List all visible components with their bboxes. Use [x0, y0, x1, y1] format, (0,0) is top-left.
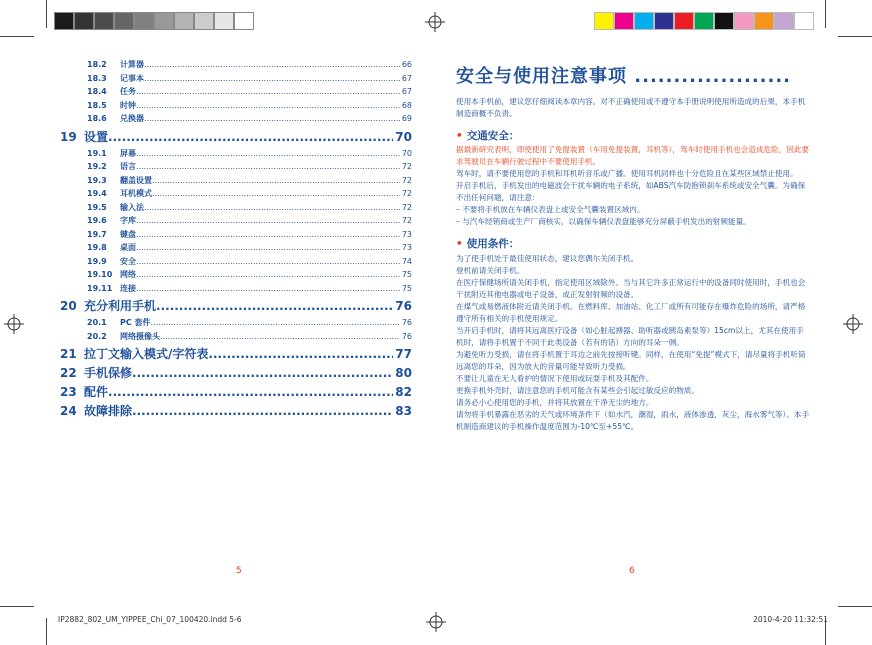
gray-swatch: [134, 12, 154, 30]
toc-leader: [136, 214, 400, 228]
toc-leader: [160, 330, 400, 344]
traffic-list-item: – 不要将手机放在车辆仪表盘上或安全气囊装置区域内。: [456, 205, 645, 214]
toc-label: 手机保修: [84, 366, 133, 380]
toc-subsection[interactable]: [60, 316, 412, 330]
toc-label: 网络摄像头: [120, 331, 160, 341]
color-swatch: [614, 12, 634, 30]
traffic-warning-text: 据最新研究表明，即使使用了免提装置（车用免提装置，耳机等），驾车时使用手机也会造成危险，因此要求驾驶员在车辆行驶过程中不要使用手机。: [456, 145, 810, 166]
toc-number: 23: [60, 385, 77, 399]
color-calibration-bar: [594, 12, 814, 30]
toc-leader: [144, 58, 400, 72]
toc-subsection[interactable]: [60, 241, 412, 255]
toc-label: 配件: [84, 385, 109, 399]
toc-label: 时钟: [120, 100, 136, 110]
toc-number: 20.1: [87, 318, 107, 327]
toc-number: 18.3: [87, 73, 107, 83]
usage-paragraph: 不要让儿童在无人看护的情况下使用或玩耍手机及其配件。: [456, 374, 654, 383]
toc-page: 69: [401, 114, 412, 123]
toc-leader: [108, 383, 393, 402]
gray-swatch: [74, 12, 94, 30]
intro-text: 使用本手机前，建议您仔细阅读本章内容。对不正确使用或不遵守本手册说明使用所造成的后果，本手机制造商概不负责。: [456, 97, 806, 118]
toc-page: 75: [401, 270, 412, 279]
usage-paragraph: 在医疗保健场所请关闭手机，指定使用区域除外。当与其它许多正常运行中的设备同时使用时，手机也会干扰附近其他电器或电子设备，或正发射射频的设备。: [456, 278, 806, 299]
toc-page: 73: [401, 243, 412, 252]
toc-label: 输入法: [120, 202, 144, 212]
color-swatch: [794, 12, 814, 30]
toc-number: 19.3: [87, 175, 107, 185]
toc-page: 82: [395, 385, 412, 399]
toc-label: 任务: [120, 87, 136, 96]
toc-label: 语言: [120, 162, 136, 171]
toc-subsection[interactable]: [60, 58, 412, 72]
color-swatch: [674, 12, 694, 30]
toc-number: 19.8: [87, 243, 107, 252]
toc-page: 74: [401, 256, 412, 266]
safety-content: [456, 96, 810, 433]
toc-page: 76: [401, 318, 412, 327]
toc-label: 翻盖设置: [120, 175, 152, 185]
toc-page: 73: [401, 229, 412, 239]
toc-leader: [151, 316, 400, 330]
gray-swatch: [154, 12, 174, 30]
toc-page: 67: [401, 73, 412, 83]
crop-mark: [825, 0, 826, 28]
toc-number: 24: [60, 404, 77, 418]
page-title: 安全与使用注意事项 ....................: [456, 66, 792, 87]
toc-number: 18.6: [87, 114, 107, 123]
toc-label: 连接: [120, 283, 136, 293]
registration-crosshair-icon: [843, 314, 863, 334]
toc-page: 72: [401, 162, 412, 171]
toc-page: 68: [401, 100, 412, 110]
traffic-text: 驾车时，请不要使用您的手机和耳机听音乐或广播。使用耳机同样也十分危险且在某些区域禁止使用。: [456, 169, 798, 178]
toc-leader: [136, 255, 400, 269]
toc-subsection[interactable]: [60, 160, 412, 174]
toc-leader: [136, 241, 400, 255]
toc-page: 80: [395, 366, 412, 380]
crop-mark: [0, 36, 34, 37]
toc-label: 计算器: [120, 60, 144, 69]
toc-label: 字库: [120, 216, 136, 225]
toc-subsection[interactable]: [60, 99, 412, 113]
toc-label: 故障排除: [84, 404, 133, 418]
toc-subsection[interactable]: [60, 85, 412, 99]
usage-paragraph: 登机前请关闭手机。: [456, 266, 525, 275]
toc-number: 19.6: [87, 216, 107, 225]
toc-label: 安全: [120, 256, 136, 266]
toc-number: 18.5: [87, 100, 107, 110]
toc-number: 19.7: [87, 229, 107, 239]
registration-crosshair-icon: [4, 314, 24, 334]
footer-filename: IP2882_802_UM_YIPPEE_Chi_07_100420.indd 5-6: [58, 615, 242, 624]
color-swatch: [774, 12, 794, 30]
toc-subsection[interactable]: [60, 201, 412, 215]
crop-mark: [46, 618, 47, 645]
toc-subsection[interactable]: [60, 72, 412, 86]
toc-leader: [136, 228, 400, 242]
usage-paragraph: 请勿将手机暴露在恶劣的天气或环境条件下（如水汽，潮湿，雨水，液体渗透，灰尘，海水雾气等）。本手机制造商建议的手机操作温度范围为-10℃至+55℃。: [456, 410, 810, 431]
crop-mark: [838, 36, 872, 37]
toc-subsection[interactable]: [60, 330, 412, 344]
traffic-list-item: – 与汽车经销商或生产厂商核实，以确保车辆仪表盘能够充分屏蔽手机发出的射频能量。: [456, 217, 751, 226]
toc-page: 75: [401, 283, 412, 293]
crop-mark: [0, 606, 34, 607]
toc-page: 72: [401, 189, 412, 198]
color-swatch: [734, 12, 754, 30]
color-swatch: [594, 12, 614, 30]
toc-label: 桌面: [120, 243, 136, 252]
toc-subsection[interactable]: [60, 187, 412, 201]
toc-number: 19.5: [87, 202, 107, 212]
color-swatch: [634, 12, 654, 30]
usage-conditions-heading: • 使用条件：: [456, 238, 520, 250]
toc-number: 19.2: [87, 162, 107, 171]
toc-number: 21: [60, 347, 77, 361]
crop-mark: [46, 0, 47, 28]
toc-leader: [144, 201, 400, 215]
toc-page: 77: [395, 347, 412, 361]
toc-leader: [136, 282, 400, 296]
toc-number: 19.4: [87, 189, 107, 198]
usage-paragraph: 请务必小心使用您的手机，并将其放置在干净无尘的地方。: [456, 398, 654, 407]
toc-label: 键盘: [120, 229, 136, 239]
toc-subsection[interactable]: [60, 214, 412, 228]
usage-paragraph: 为避免听力受损，请在将手机置于耳边之前先按接听键。同样，在使用“免提”模式下，请尽量将手机听筒远离您的耳朵，因为放大的音量可能导致听力受损。: [456, 350, 806, 371]
toc-subsection[interactable]: [60, 147, 412, 161]
toc-chapter[interactable]: [60, 345, 412, 364]
page-number-left: 5: [236, 566, 242, 576]
grayscale-calibration-bar: [54, 12, 254, 30]
gray-swatch: [214, 12, 234, 30]
gray-swatch: [54, 12, 74, 30]
toc-page: 72: [401, 175, 412, 185]
toc-page: 67: [401, 87, 412, 96]
toc-label: 耳机模式: [120, 189, 152, 198]
color-swatch: [654, 12, 674, 30]
traffic-safety-heading: • 交通安全：: [456, 130, 520, 142]
page-number-right: 6: [629, 566, 635, 576]
toc-chapter[interactable]: [60, 383, 412, 402]
gray-swatch: [114, 12, 134, 30]
toc-leader: [136, 147, 400, 161]
gray-swatch: [194, 12, 214, 30]
color-swatch: [694, 12, 714, 30]
toc-label: 兑换器: [120, 114, 144, 123]
toc-leader: [144, 112, 400, 126]
toc-label: 屏幕: [120, 148, 136, 158]
toc-subsection[interactable]: [60, 174, 412, 188]
toc-subsection[interactable]: [60, 255, 412, 269]
toc-leader: [132, 364, 393, 383]
toc-leader: [136, 85, 400, 99]
toc-page: 70: [401, 148, 412, 158]
toc-subsection[interactable]: [60, 282, 412, 296]
usage-paragraph: 在煤气或易燃液体附近请关闭手机。在燃料库、加油站、化工厂或所有可能存在爆炸危险的场所，请严格遵守所有相关的手机使用规定。: [456, 302, 806, 323]
crop-mark: [838, 606, 872, 607]
gray-swatch: [94, 12, 114, 30]
registration-crosshair-icon: [426, 612, 446, 632]
toc-label: 记事本: [120, 73, 144, 83]
toc-leader: [136, 99, 400, 113]
toc-number: 19.11: [87, 283, 113, 293]
usage-paragraph: 当开启手机时，请将其远离医疗设备（如心脏起搏器、助听器或胰岛素泵等）15cm以上，尤其在使用手机时，请将手机置于不同于此类设备（若有的话）方向的耳朵一侧。: [456, 326, 804, 347]
toc-number: 20.2: [87, 331, 107, 341]
usage-paragraph: 更换手机外壳时，请注意您的手机可能含有某些会引起过敏反应的物质。: [456, 386, 699, 395]
toc-leader: [208, 345, 393, 364]
toc-subsection[interactable]: [60, 228, 412, 242]
toc-number: 18.2: [87, 60, 107, 69]
usage-paragraph: 为了使手机处于最佳使用状态，建议您偶尔关闭手机。: [456, 254, 639, 263]
traffic-text: 开启手机后，手机发出的电磁波会干扰车辆的电子系统，如ABS汽车防抱锁刹车系统或安全气囊。为确保不出任何问题，请注意：: [456, 181, 806, 202]
toc-leader: [152, 174, 400, 188]
toc-chapter[interactable]: 19 设置 ..... 70: [60, 128, 412, 147]
toc-label: PC 套件: [120, 318, 151, 327]
toc-page: 83: [395, 404, 412, 418]
toc-leader: [152, 187, 400, 201]
toc-number: 22: [60, 366, 77, 380]
registration-crosshair-icon: [425, 12, 445, 32]
toc-subsection[interactable]: [60, 268, 412, 282]
toc-leader: [136, 268, 400, 282]
toc-number: 18.4: [87, 87, 107, 96]
gray-swatch: [174, 12, 194, 30]
toc-label: 网络: [120, 270, 136, 279]
toc-leader: [144, 72, 400, 86]
toc-label: 拉丁文输入模式/字符表: [84, 347, 209, 361]
color-swatch: [754, 12, 774, 30]
toc-number: 19.10: [87, 270, 113, 279]
color-swatch: [714, 12, 734, 30]
toc-page: 72: [401, 216, 412, 225]
toc-number: 19.1: [87, 148, 107, 158]
toc-subsection[interactable]: [60, 112, 412, 126]
toc-chapter[interactable]: [60, 402, 412, 421]
toc-page: 72: [401, 202, 412, 212]
toc-number: 19.9: [87, 256, 107, 266]
footer-timestamp: 2010-4-20 11:32:51: [753, 615, 828, 624]
gray-swatch: [234, 12, 254, 30]
toc-page: 76: [401, 331, 412, 341]
table-of-contents: [60, 58, 412, 421]
toc-leader: [132, 402, 393, 421]
toc-leader: [136, 160, 400, 174]
toc-page: 66: [401, 60, 412, 69]
toc-chapter[interactable]: 20 充分利用手机 ..... 76: [60, 297, 412, 316]
toc-chapter[interactable]: [60, 364, 412, 383]
